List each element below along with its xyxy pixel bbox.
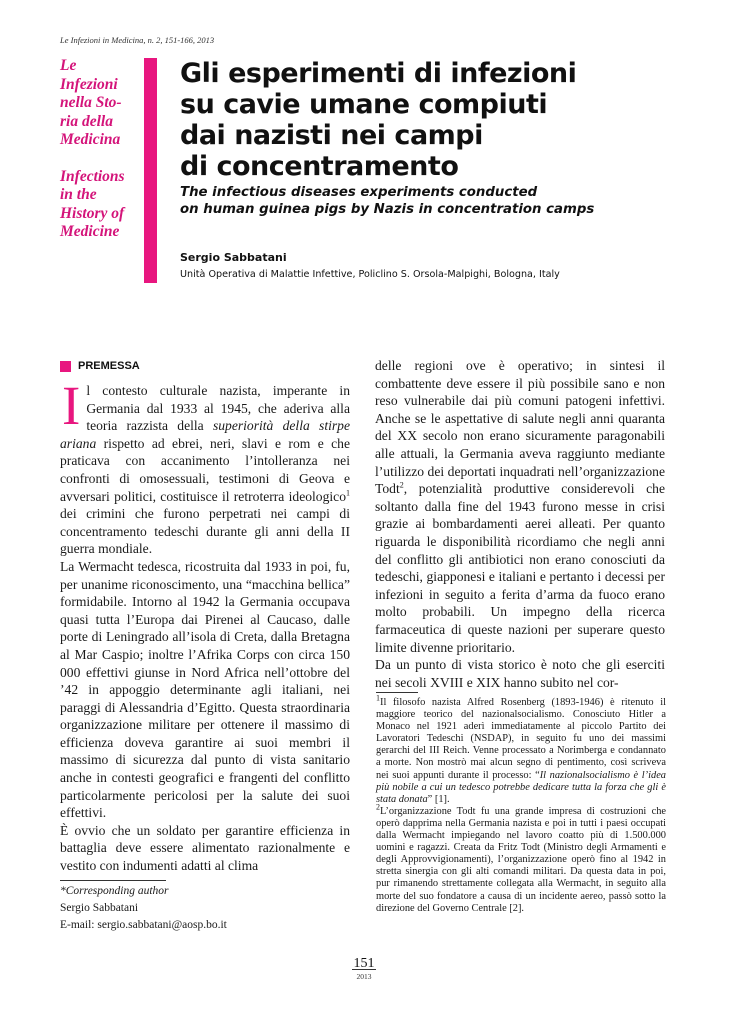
side-title-italian [60, 57, 142, 150]
side-title-line: Le [60, 57, 77, 74]
article-subtitle [180, 184, 660, 218]
section-heading-label: PREMESSA [78, 360, 140, 372]
section-heading [60, 360, 140, 372]
title-line: Gli esperimenti di infezioni [180, 58, 577, 89]
side-title-line: nella Sto- [60, 94, 122, 111]
footnote-rule [60, 880, 166, 881]
body-column-left [60, 375, 350, 875]
side-title-line: Infezioni [60, 75, 118, 93]
accent-bar [144, 58, 157, 283]
title-line: di concentramento [180, 151, 459, 182]
corresponding-author [60, 883, 227, 934]
subtitle-line: on human guinea pigs by Nazis in concentration camps [180, 202, 595, 217]
side-title-line: Medicina [60, 131, 121, 148]
side-title-line: Medicine [60, 223, 120, 240]
page-number-rule [352, 969, 376, 970]
square-bullet-icon [60, 361, 71, 372]
italic-run: Il nazionalsocialismo è l’idea più nobile a cui un tedesco potrebbe dedicare tutta la forza che gli è stata donata [376, 769, 667, 805]
text-run: ” [1]. [427, 793, 450, 805]
paragraph: La Wermacht tedesca, ricostruita dal 1933 in poi, fu, per unanime riconoscimento, una “macchina bellica” formidabile. Intorno al 1942 la Germania occupava quasi tutta l’Europa dai Pirenei al Caucaso, dalle porte di Leningrado all’isola di Creta, dalla Bretagna al Mar Caspio; inoltre l’Afrika Corps con circa 150 000 effettivi giunse in Nord Africa nell’ottobre del ’42 in appoggio determinante agli italiani, nei paraggi di Alessandria d’Egitto. Questa straordinaria organizzazione militare per ottenere il massimo di efficienza doveva garantire ai suoi membri il massimo di sicurezza dal punto di vista sanitario anche in contesti geografici e frangenti del conflitto particolarmente pericolosi per la salute dei suoi effettivi. [60, 558, 350, 821]
author-affiliation: Unità Operativa di Malattie Infettive, Policlino S. Orsola-Malpighi, Bologna, Italy [180, 269, 560, 280]
paragraph [60, 375, 350, 558]
side-title-english [60, 168, 142, 242]
footnote-ref: 1 [346, 488, 350, 498]
side-title-line: in the [60, 186, 97, 203]
footnotes [376, 693, 667, 915]
text-run: Il filosofo nazista Alfred Rosenberg (1893-1946) è ritenuto il maggiore teorico del nazionalsocialismo. Conosciuto Hitler a Monaco nel 1921 aderì immediatamente al piccolo Partito dei Lavoratori Tedeschi (NSDAP), in seguito fu uno dei massimi gerarchi del III Reich. Venne processato a Norimberga e condannato a morte. Non mostrò mai alcun segno di pentimento, così scriveva nei suoi appunti durante il processo: “ [376, 697, 666, 781]
side-title-line: History of [60, 204, 125, 222]
corresponding-name: Sergio Sabbatani [60, 902, 139, 914]
section-side-title [60, 57, 142, 242]
text-run: l contesto culturale nazista, imperante in Germania dal 1933 al 1945, che aderiva alla teoria razzista della [86, 383, 350, 434]
drop-cap: I [62, 375, 81, 436]
corresponding-email: E-mail: sergio.sabbatani@aosp.bo.it [60, 919, 227, 931]
running-head: Le Infezioni in Medicina, n. 2, 151-166, 2013 [60, 35, 215, 45]
paragraph [375, 357, 665, 656]
italic-run: superiorità della stirpe ariana [60, 418, 350, 451]
text-run: delle regioni ove è operativo; in sintesi il combattente deve essere il più possibile sano e non reso vulnerabile dai più comuni patogeni infettivi. Anche se le aspettative di salute negli anni quaranta del XX secolo non erano sicuramente paragonabili alle attuali, la Germania aveva raggiunto mediante l’utilizzo dei deportati inquadrati nell’organizzazione Todt [375, 358, 665, 497]
paragraph: Da un punto di vista storico è noto che gli eserciti nei secoli XVIII e XIX hanno subito nel cor- [375, 657, 665, 690]
footnote-number: 1 [376, 693, 380, 703]
page-year: 2013 [356, 972, 372, 981]
text-run: dei crimini che furono perpetrati nei campi di concentramento tedeschi durante gli anni della II guerra mondiale. [60, 506, 350, 557]
side-title-line: ria della [60, 112, 113, 130]
footnote-rule [376, 692, 418, 693]
article-title [180, 58, 640, 182]
footnote-2 [376, 802, 666, 915]
footnote-number: 2 [376, 802, 380, 812]
page-number: 151 [353, 956, 375, 971]
text-run: rispetto ad ebrei, neri, slavi e rom e che praticava con accanimento l’intolleranza nei confronti di omosessuali, testimoni di Geova e avversari politici, costituisce il retroterra ideologico [60, 435, 350, 504]
footnote-ref: 2 [399, 480, 404, 490]
body-column-right [375, 357, 665, 691]
title-line: su cavie umane compiuti [180, 89, 548, 120]
footnote-1 [376, 693, 667, 806]
author-name: Sergio Sabbatani [180, 251, 287, 264]
paragraph: È ovvio che un soldato per garantire efficienza in battaglia deve essere alimentato razionalmente e vestito con indumenti adatti al clima [60, 822, 350, 874]
subtitle-line: The infectious diseases experiments conducted [180, 185, 538, 200]
text-run: L’organizzazione Todt fu una grande impresa di costruzioni che operò dapprima nella Germania nazista e poi in tutti i paesi occupati dalla Wermacht impiegando nel lavoro coatto più di 1.500.000 uomini e ragazzi. Creata da Fritz Todt (Ministro degli Armamenti e degli Approvvigionamenti), l’organizzazione operò fino al 1942 in stretta sinergia con gli alti comandi militari. Da questa data in poi, pur rimanendo strettamente collegata alla Wermacht, in seguito alla morte del suo fondatore a causa di un incidente aereo, passò sotto la direzione del Governo Centrale [2]. [376, 805, 666, 914]
side-title-line: Infections [60, 167, 125, 185]
title-line: dai nazisti nei campi [180, 120, 483, 151]
text-run: , potenzialità produttive considerevoli che soltanto dalla fine del 1943 furono messe in crisi grazie ai bombardamenti aerei alleati. Per quanto riguarda le disponibilità ricordiamo che negli anni del conflitto gli antibiotici non erano conosciuti da tedeschi, giapponesi e italiani e pertanto i decessi per infezioni in seguito a ferita d’arma da fuoco erano molto probabili. Un impegno della ricerca farmaceutica di queste nazioni per superare questo limite divenne prioritario. [375, 481, 665, 655]
corresponding-label: *Corresponding author [60, 885, 169, 897]
